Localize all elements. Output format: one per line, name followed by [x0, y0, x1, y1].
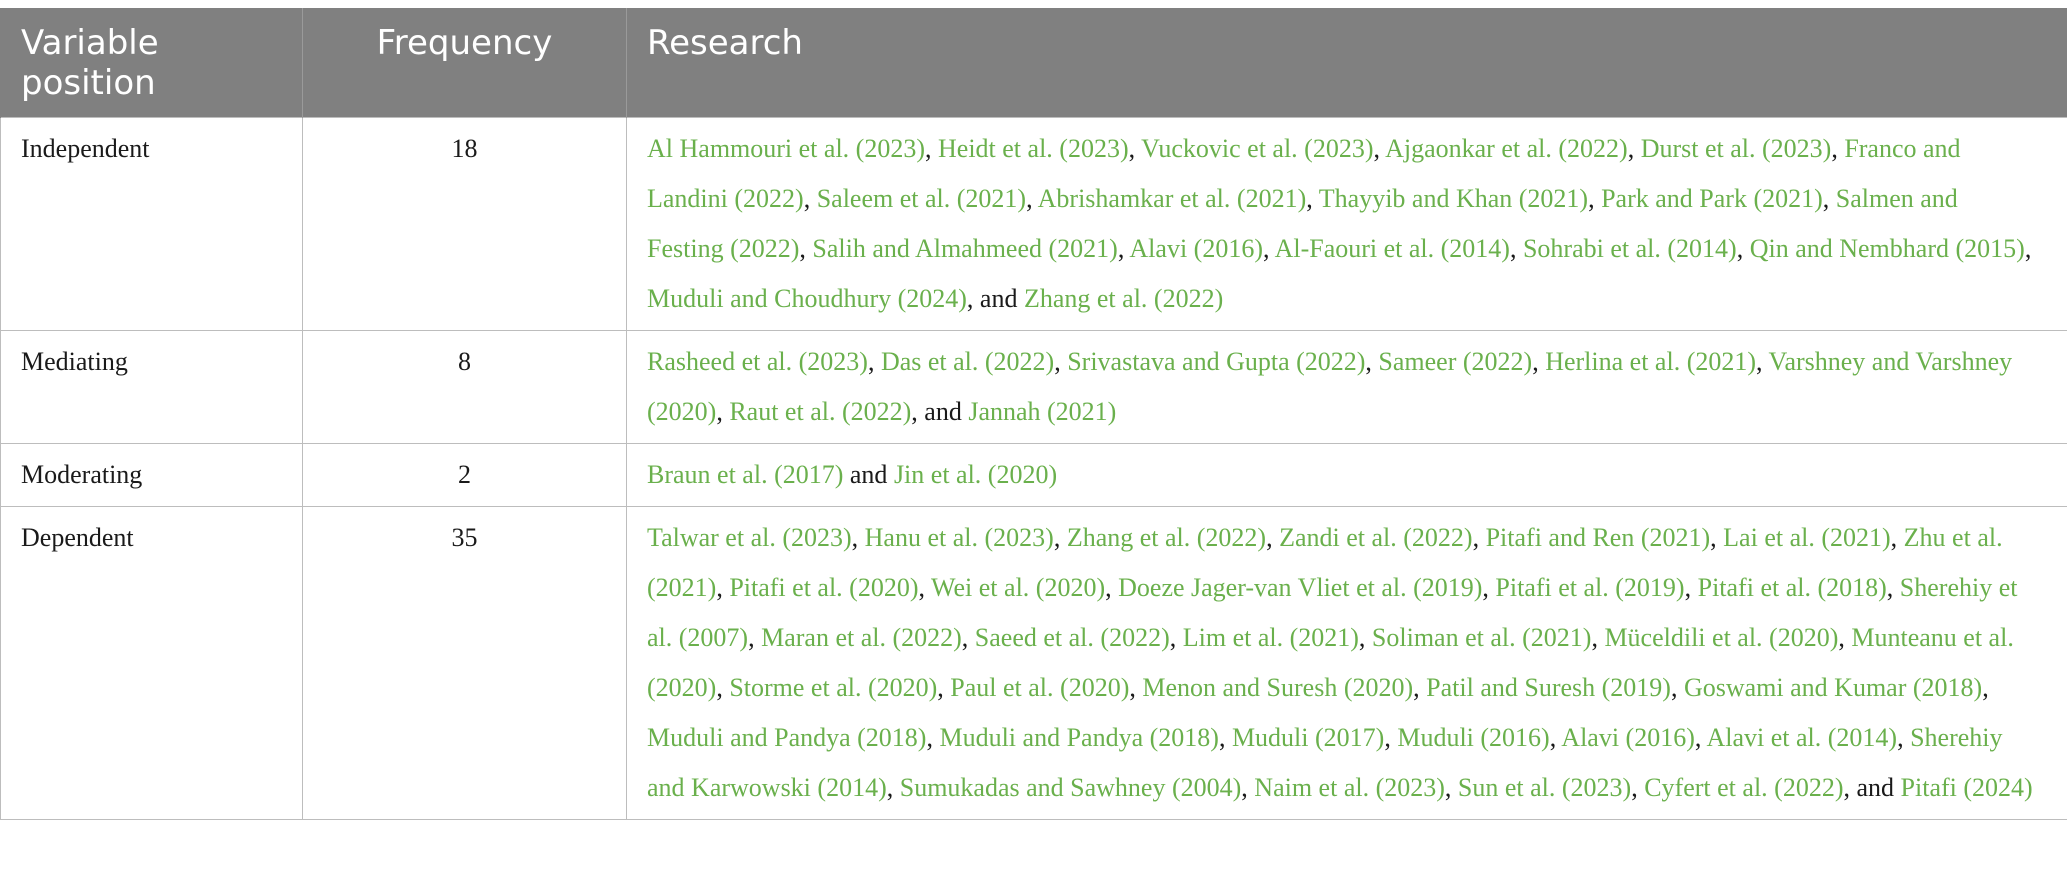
cell-position: Mediating: [1, 331, 303, 444]
cell-frequency: 2: [303, 444, 627, 507]
citation-separator: ,: [1053, 523, 1067, 552]
citation-link[interactable]: Park and Park (2021): [1601, 184, 1823, 213]
citation-separator: ,: [1982, 673, 1989, 702]
citation-separator: ,: [1890, 523, 1904, 552]
citation-separator: ,: [1756, 347, 1769, 376]
citation-separator: ,: [1444, 773, 1458, 802]
variable-position-table: [0, 8, 2067, 820]
citation-link[interactable]: Lai et al. (2021): [1723, 523, 1891, 552]
citation-link[interactable]: Qin and Nembhard (2015): [1749, 234, 2025, 263]
table-body: [1, 118, 2067, 820]
citation-separator: ,: [1128, 134, 1142, 163]
citation-separator: ,: [1591, 623, 1605, 652]
cell-position: Moderating: [1, 444, 303, 507]
citation-separator: , and: [966, 284, 1024, 313]
citation-separator: ,: [1054, 347, 1068, 376]
citation-separator: ,: [716, 673, 730, 702]
citation-link[interactable]: Heidt et al. (2023): [938, 134, 1129, 163]
header-research: Research: [627, 8, 2067, 118]
citation-link[interactable]: Salmen and Festing (2022): [647, 184, 1958, 263]
citation-separator: ,: [926, 723, 940, 752]
citation-separator: ,: [1266, 523, 1280, 552]
citation-link[interactable]: Muduli (2016): [1397, 723, 1550, 752]
cell-research: [627, 507, 2067, 820]
citation-separator: ,: [1588, 184, 1602, 213]
table-row: [1, 331, 2067, 444]
cell-frequency: 8: [303, 331, 627, 444]
citation-link[interactable]: Müceldili et al. (2020): [1604, 623, 1839, 652]
citation-separator: , and: [1843, 773, 1901, 802]
citation-link[interactable]: Braun et al. (2017): [647, 460, 844, 489]
citation-separator: ,: [1831, 134, 1845, 163]
citation-separator: ,: [1549, 723, 1562, 752]
citation-link[interactable]: Pitafi (2024): [1900, 773, 2033, 802]
citation-link[interactable]: Pitafi et al. (2018): [1697, 573, 1887, 602]
citation-link[interactable]: Saleem et al. (2021): [816, 184, 1027, 213]
cell-position: Dependent: [1, 507, 303, 820]
citation-link[interactable]: Storme et al. (2020): [729, 673, 938, 702]
citation-link[interactable]: Munteanu et al. (2020): [647, 623, 2014, 702]
citation-link[interactable]: Pitafi and Ren (2021): [1485, 523, 1711, 552]
citation-separator: ,: [1509, 234, 1523, 263]
citation-separator: ,: [1897, 723, 1911, 752]
citation-link[interactable]: Thayyib and Khan (2021): [1318, 184, 1589, 213]
citation-link[interactable]: Salih and Almahmeed (2021): [812, 234, 1118, 263]
citation-link[interactable]: Al Hammouri et al. (2023): [647, 134, 925, 163]
citation-link[interactable]: Franco and Landini (2022): [647, 134, 1961, 213]
citation-link[interactable]: Zhang et al. (2022): [1066, 523, 1267, 552]
citation-separator: ,: [1306, 184, 1319, 213]
citation-separator: ,: [1413, 673, 1427, 702]
citation-separator: ,: [918, 573, 932, 602]
citation-separator: ,: [1532, 347, 1546, 376]
cell-research: [627, 118, 2067, 331]
citation-link[interactable]: Hanu et al. (2023): [864, 523, 1054, 552]
citation-separator: ,: [1694, 723, 1707, 752]
citation-separator: ,: [716, 573, 730, 602]
citation-separator: ,: [1482, 573, 1496, 602]
citation-link[interactable]: Cyfert et al. (2022): [1644, 773, 1844, 802]
citation-separator: ,: [1822, 184, 1836, 213]
citation-separator: ,: [851, 523, 865, 552]
citation-link[interactable]: Das et al. (2022): [880, 347, 1055, 376]
citation-separator: ,: [1218, 723, 1232, 752]
table-row: [1, 444, 2067, 507]
header-row: [1, 8, 2067, 118]
citation-separator: ,: [1241, 773, 1255, 802]
citation-link[interactable]: Sherehiy et al. (2007): [647, 573, 2018, 652]
cell-frequency: 18: [303, 118, 627, 331]
citation-separator: ,: [748, 623, 762, 652]
citation-link[interactable]: Muduli and Pandya (2018): [939, 723, 1219, 752]
citation-link[interactable]: Talwar et al. (2023): [647, 523, 852, 552]
citation-link[interactable]: Wei et al. (2020): [931, 573, 1106, 602]
citation-link[interactable]: Raut et al. (2022): [729, 397, 912, 426]
citation-link[interactable]: Sherehiy and Karwowski (2014): [647, 723, 2003, 802]
citation-separator: ,: [1684, 573, 1698, 602]
citation-separator: ,: [1105, 573, 1119, 602]
citation-separator: ,: [1026, 184, 1038, 213]
citation-link[interactable]: Sumukadas and Sawhney (2004): [899, 773, 1242, 802]
citation-link[interactable]: Saeed et al. (2022): [974, 623, 1170, 652]
citation-link[interactable]: Jin et al. (2020): [893, 460, 1058, 489]
citation-link[interactable]: Goswami and Kumar (2018): [1683, 673, 1983, 702]
table-header: [1, 8, 2067, 118]
citation-separator: ,: [1129, 673, 1143, 702]
citation-link[interactable]: Muduli and Choudhury (2024): [647, 284, 967, 313]
header-frequency: Frequency: [303, 8, 627, 118]
citation-link[interactable]: Sohrabi et al. (2014): [1522, 234, 1737, 263]
citation-link[interactable]: Lim et al. (2021): [1182, 623, 1359, 652]
citation-separator: ,: [2024, 234, 2032, 263]
citation-separator: ,: [1886, 573, 1900, 602]
citation-separator: ,: [886, 773, 900, 802]
citation-link[interactable]: Menon and Suresh (2020): [1142, 673, 1414, 702]
cell-research: [627, 331, 2067, 444]
citation-link[interactable]: Durst et al. (2023): [1640, 134, 1832, 163]
citation-separator: ,: [1373, 134, 1386, 163]
citation-separator: ,: [799, 234, 813, 263]
citation-link[interactable]: Paul et al. (2020): [950, 673, 1130, 702]
citation-separator: ,: [1670, 673, 1684, 702]
citation-separator: ,: [1736, 234, 1750, 263]
table-row: [1, 118, 2067, 331]
citation-separator: and: [843, 460, 894, 489]
citation-link[interactable]: Soliman et al. (2021): [1371, 623, 1592, 652]
citation-link[interactable]: Al-Faouri et al. (2014): [1274, 234, 1510, 263]
citation-separator: ,: [1710, 523, 1724, 552]
header-variable-position: Variable position: [1, 8, 303, 118]
citation-link[interactable]: Patil and Suresh (2019): [1426, 673, 1671, 702]
citation-link[interactable]: Alavi (2016): [1561, 723, 1695, 752]
citation-link[interactable]: Alavi et al. (2014): [1706, 723, 1898, 752]
citation-link[interactable]: Pitafi et al. (2019): [1495, 573, 1685, 602]
cell-position: Independent: [1, 118, 303, 331]
citation-separator: ,: [1384, 723, 1398, 752]
citation-link[interactable]: Doeze Jager-van Vliet et al. (2019): [1118, 573, 1483, 602]
citation-link[interactable]: Abrishamkar et al. (2021): [1037, 184, 1307, 213]
citation-link[interactable]: Zandi et al. (2022): [1279, 523, 1473, 552]
table-row: [1, 507, 2067, 820]
citation-separator: ,: [1263, 234, 1275, 263]
citation-separator: ,: [961, 623, 975, 652]
citation-link[interactable]: Muduli and Pandya (2018): [647, 723, 927, 752]
citation-link[interactable]: Maran et al. (2022): [761, 623, 962, 652]
citation-separator: ,: [716, 397, 730, 426]
citation-link[interactable]: Vuckovic et al. (2023): [1141, 134, 1374, 163]
citation-link[interactable]: Naim et al. (2023): [1254, 773, 1445, 802]
citation-link[interactable]: Zhang et al. (2022): [1023, 284, 1224, 313]
citation-link[interactable]: Srivastava and Gupta (2022): [1067, 347, 1366, 376]
cell-research: [627, 444, 2067, 507]
citation-separator: ,: [803, 184, 817, 213]
citation-link[interactable]: Ajgaonkar et al. (2022): [1385, 134, 1628, 163]
citation-link[interactable]: Alavi (2016): [1129, 234, 1263, 263]
citation-link[interactable]: Muduli (2017): [1231, 723, 1385, 752]
citation-separator: ,: [1169, 623, 1183, 652]
citation-separator: ,: [1631, 773, 1645, 802]
citation-link[interactable]: Pitafi et al. (2020): [729, 573, 919, 602]
citation-separator: ,: [1358, 623, 1372, 652]
citation-link[interactable]: Varshney and Varshney (2020): [647, 347, 2013, 426]
citation-separator: ,: [937, 673, 951, 702]
citation-link[interactable]: Rasheed et al. (2023): [647, 347, 868, 376]
citation-link[interactable]: Zhu et al. (2021): [647, 523, 2003, 602]
citation-separator: ,: [1117, 234, 1130, 263]
citation-link[interactable]: Sameer (2022): [1378, 347, 1533, 376]
citation-separator: ,: [925, 134, 938, 163]
citation-separator: ,: [1472, 523, 1486, 552]
cell-frequency: 35: [303, 507, 627, 820]
citation-separator: ,: [1838, 623, 1852, 652]
citation-link[interactable]: Herlina et al. (2021): [1545, 347, 1757, 376]
citation-separator: ,: [1627, 134, 1641, 163]
citation-separator: ,: [1365, 347, 1379, 376]
citation-link[interactable]: Sun et al. (2023): [1457, 773, 1632, 802]
citation-link[interactable]: Jannah (2021): [968, 397, 1117, 426]
citation-separator: ,: [867, 347, 881, 376]
citation-separator: , and: [911, 397, 969, 426]
table-container: [0, 8, 2067, 820]
